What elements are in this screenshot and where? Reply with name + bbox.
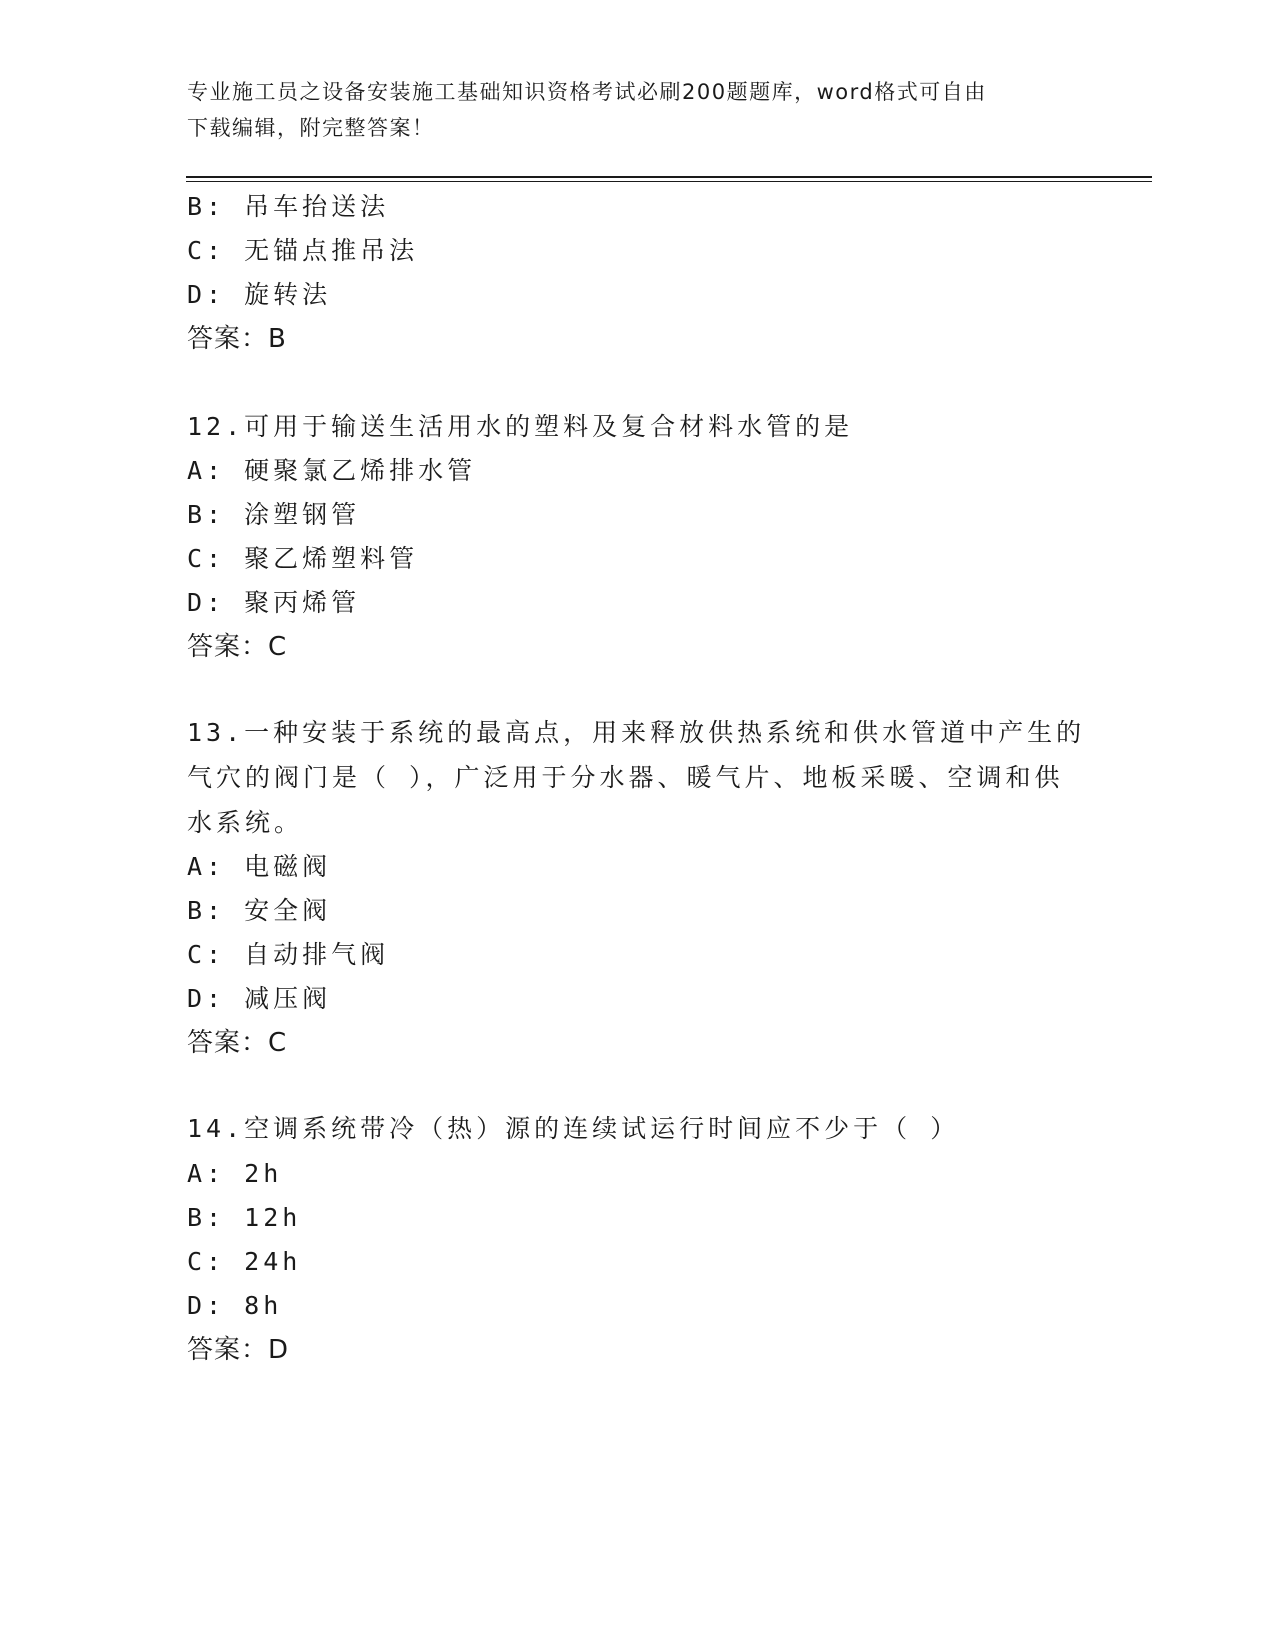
question-14-answer: 答案：D (187, 1335, 290, 1365)
question-12-option-a: A: 硬聚氯乙烯排水管 (187, 456, 477, 485)
prev-option-b: B: 吊车抬送法 (187, 192, 390, 221)
question-13-stem-line-3: 水系统。 (187, 808, 304, 837)
prev-answer: 答案：B (187, 324, 287, 354)
question-13-option-a: A: 电磁阀 (187, 852, 332, 881)
header-divider-thick (186, 176, 1152, 178)
prev-option-d: D: 旋转法 (187, 280, 332, 309)
question-12-stem: 12.可用于输送生活用水的塑料及复合材料水管的是 (187, 412, 854, 441)
question-13-option-d: D: 减压阀 (187, 984, 332, 1013)
question-14-option-a: A: 2h (187, 1159, 283, 1188)
prev-option-c: C: 无锚点推吊法 (187, 236, 419, 265)
question-14-option-b: B: 12h (187, 1203, 302, 1232)
question-13-answer: 答案：C (187, 1028, 288, 1058)
header-title-line-2: 下载编辑，附完整答案！ (187, 116, 435, 140)
question-12-option-d: D: 聚丙烯管 (187, 588, 361, 617)
header-title-line-1: 专业施工员之设备安装施工基础知识资格考试必刷200题题库，word格式可自由 (187, 80, 987, 104)
question-12-answer: 答案：C (187, 632, 288, 662)
header-divider-thin (186, 181, 1152, 182)
question-14-option-d: D: 8h (187, 1291, 283, 1320)
question-12-option-b: B: 涂塑钢管 (187, 500, 361, 529)
document-header (187, 74, 1067, 146)
question-13-stem-line-1: 13.一种安装于系统的最高点，用来释放供热系统和供水管道中产生的 (187, 718, 1086, 747)
question-14-option-c: C: 24h (187, 1247, 302, 1276)
question-14-stem: 14.空调系统带冷（热）源的连续试运行时间应不少于（ ） (187, 1114, 960, 1143)
question-13-option-b: B: 安全阀 (187, 896, 332, 925)
question-13-option-c: C: 自动排气阀 (187, 940, 390, 969)
question-12-option-c: C: 聚乙烯塑料管 (187, 544, 419, 573)
question-13-stem-line-2: 气穴的阀门是（ ），广泛用于分水器、暖气片、地板采暖、空调和供 (187, 763, 1064, 792)
